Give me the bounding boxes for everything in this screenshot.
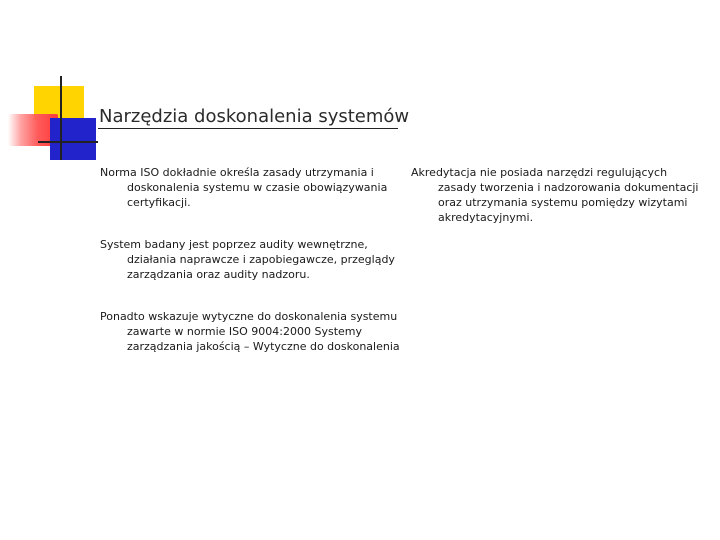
right-paragraph-1: Akredytacja nie posiada narzędzi regulujących zasady tworzenia i nadzorowania dokumentacji oraz utrzymania systemu pomiędzy wizytami akredytacyjnymi. [411,166,699,224]
decorative-blue-square [50,118,96,160]
title-underline [98,128,398,129]
right-column [411,165,703,252]
left-paragraph-3: Ponadto wskazuje wytyczne do doskonalenia systemu zawarte w normie ISO 9004:2000 Systemy zarządzania jakością – Wytyczne do doskonalenia [100,310,400,353]
slide-title: Narzędzia doskonalenia systemów [99,106,410,127]
decorative-horizontal-line [38,141,98,143]
left-column [100,165,400,381]
left-paragraph-1: Norma ISO dokładnie określa zasady utrzymania i doskonalenia systemu w czasie obowiązywania certyfikacji. [100,166,388,209]
decorative-vertical-line [60,76,62,160]
left-paragraph-2: System badany jest poprzez audity wewnętrzne, działania naprawcze i zapobiegawcze, przeglądy zarządzania oraz audity nadzoru. [100,238,395,281]
